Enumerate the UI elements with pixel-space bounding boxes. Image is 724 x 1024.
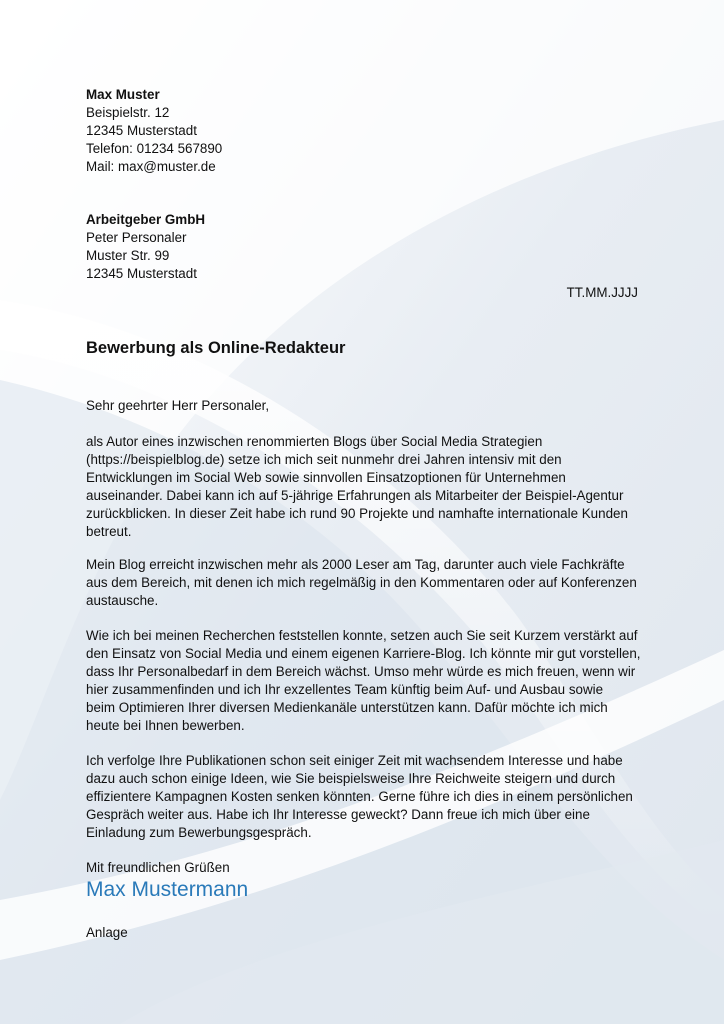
signature-name: Max Mustermann bbox=[86, 878, 249, 901]
closing-phrase: Mit freundlichen Grüßen bbox=[86, 860, 230, 875]
sender-phone: Telefon: 01234 567890 bbox=[86, 141, 223, 157]
paragraph-line: Entwicklungen im Social Web sowie sinnvollen Einsatzoptionen für Unternehmen bbox=[86, 470, 566, 486]
letter-subject: Bewerbung als Online-Redakteur bbox=[86, 339, 346, 357]
recipient-company: Arbeitgeber GmbH bbox=[86, 212, 206, 227]
sender-city: 12345 Musterstadt bbox=[86, 123, 197, 139]
attachment-label: Anlage bbox=[86, 925, 128, 940]
sender-mail: Mail: max@muster.de bbox=[86, 159, 216, 175]
recipient-address-block bbox=[86, 211, 646, 283]
recipient-person: Peter Personaler bbox=[86, 230, 187, 246]
salutation: Sehr geehrter Herr Personaler, bbox=[86, 398, 270, 413]
paragraph-line: Ich verfolge Ihre Publikationen schon seit einiger Zeit mit wachsendem Interesse und habe bbox=[86, 753, 623, 768]
paragraph-line: beim Optimieren Ihrer diversen Medienkanäle unterstützen kann. Dafür möchte ich mich bbox=[86, 700, 608, 716]
paragraph-line: hier zusammenfinden und ich Ihr exzellentes Team künftig beim Auf- und Ausbau sowie bbox=[86, 682, 604, 698]
body-paragraph-3 bbox=[86, 627, 646, 736]
letter-date: TT.MM.JJJJ bbox=[566, 285, 638, 300]
paragraph-line: Wie ich bei meinen Recherchen feststellen konnte, setzen auch Sie seit Kurzem verstärkt auf bbox=[86, 628, 638, 643]
paragraph-line: (https://beispielblog.de) setze ich mich seit nunmehr drei Jahren intensiv mit den bbox=[86, 452, 562, 468]
paragraph-line: zurückblicken. In dieser Zeit habe ich rund 90 Projekte und namhafte internationale Kunden bbox=[86, 506, 628, 522]
paragraph-line: den Einsatz von Social Media und einem eigenen Karriere-Blog. Ich könnte mir gut vorstellen, bbox=[86, 646, 641, 662]
paragraph-line: Gespräch weiter aus. Habe ich Ihr Interesse geweckt? Dann freue ich mich über eine bbox=[86, 807, 590, 823]
paragraph-line: austausche. bbox=[86, 593, 159, 609]
paragraph-line: heute bei Ihnen bewerben. bbox=[86, 718, 245, 734]
paragraph-line: effizientere Kampagnen Kosten senken könnten. Gerne führe ich dies in einem persönlichen bbox=[86, 789, 633, 805]
paragraph-line: auseinander. Dabei kann ich auf 5-jährige Erfahrungen als Mitarbeiter der Beispiel-Agentur bbox=[86, 488, 624, 504]
sender-name: Max Muster bbox=[86, 87, 160, 102]
paragraph-line: aus dem Bereich, mit denen ich mich regelmäßig in den Kommentaren oder auf Konferenzen bbox=[86, 575, 637, 591]
paragraph-line: betreut. bbox=[86, 524, 132, 540]
body-paragraph-4 bbox=[86, 752, 646, 842]
recipient-street: Muster Str. 99 bbox=[86, 248, 170, 264]
paragraph-line: dazu auch schon einige Ideen, wie Sie beispielsweise Ihre Reichweite steigern und durch bbox=[86, 771, 616, 787]
paragraph-line: dass Ihr Personalbedarf in dem Bereich wächst. Umso mehr würde es mich freuen, wenn wir bbox=[86, 664, 636, 680]
sender-address-block bbox=[86, 86, 646, 176]
paragraph-line: Einladung zum Bewerbungsgespräch. bbox=[86, 825, 312, 841]
recipient-city: 12345 Musterstadt bbox=[86, 266, 197, 282]
paragraph-line: Mein Blog erreicht inzwischen mehr als 2000 Leser am Tag, darunter auch viele Fachkräfte bbox=[86, 557, 625, 572]
sender-street: Beispielstr. 12 bbox=[86, 105, 170, 121]
paragraph-line: als Autor eines inzwischen renommierten Blogs über Social Media Strategien bbox=[86, 434, 543, 449]
body-paragraph-1 bbox=[86, 433, 646, 542]
body-paragraph-2 bbox=[86, 556, 646, 610]
